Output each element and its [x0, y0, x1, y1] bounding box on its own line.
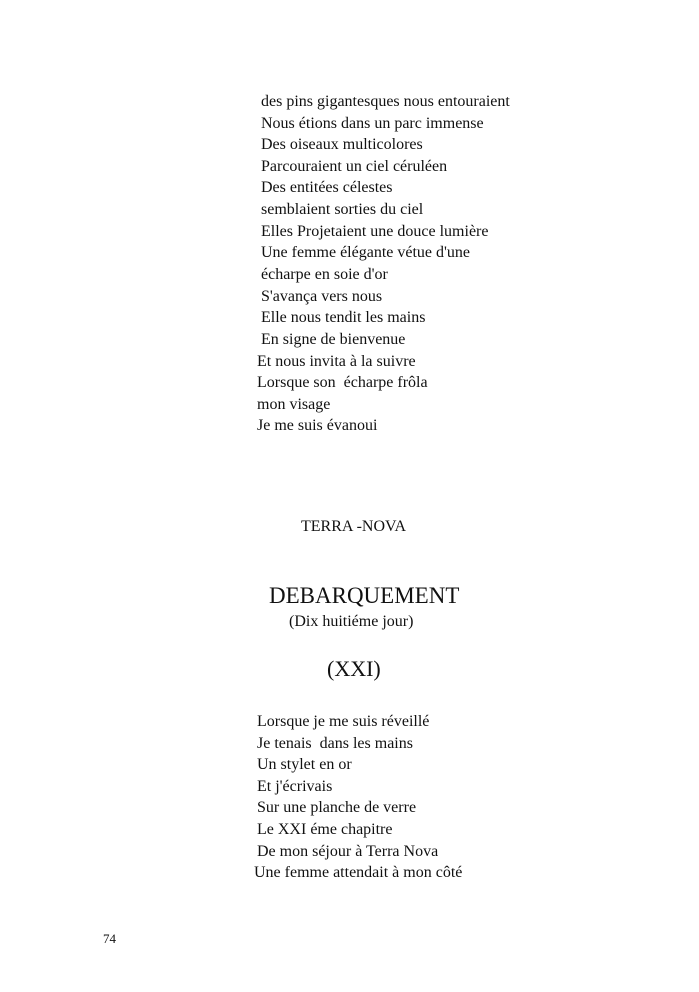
- poem-line: Sur une planche de verre: [257, 799, 417, 816]
- section-subtitle: (Dix huitiéme jour): [289, 613, 414, 630]
- poem-line: De mon séjour à Terra Nova: [257, 843, 439, 860]
- chapter-number: (XXI): [327, 656, 381, 681]
- poem-line: Et nous invita à la suivre: [257, 353, 416, 370]
- poem-line: Une femme attendait à mon côté: [254, 864, 463, 881]
- poem-line: Lorsque son écharpe frôla: [257, 374, 428, 391]
- poem-line: Je me suis évanoui: [257, 417, 378, 434]
- page-number: 74: [103, 931, 116, 946]
- poem-line: Un stylet en or: [257, 756, 352, 773]
- poem-line: des pins gigantesques nous entouraient: [261, 93, 510, 110]
- poem-line: Et j'écrivais: [257, 778, 333, 795]
- poem-line: Des oiseaux multicolores: [261, 136, 423, 153]
- poem-line: mon visage: [257, 396, 331, 413]
- poem-line: Elles Projetaient une douce lumière: [261, 223, 489, 240]
- poem-line: En signe de bienvenue: [261, 331, 406, 348]
- section-title: DEBARQUEMENT: [269, 583, 460, 608]
- poem-line: Des entitées célestes: [261, 179, 393, 196]
- poem-line: Le XXI éme chapitre: [257, 821, 393, 838]
- poem-line: S'avança vers nous: [261, 288, 383, 305]
- poem-line: Une femme élégante vétue d'une: [261, 244, 471, 261]
- place-heading: TERRA -NOVA: [301, 518, 407, 535]
- poem-line: Je tenais dans les mains: [257, 735, 413, 752]
- poem-line: Parcouraient un ciel céruléen: [261, 158, 448, 175]
- poem-line: écharpe en soie d'or: [261, 266, 388, 283]
- poem-line: semblaient sorties du ciel: [261, 201, 424, 218]
- poem-line: Nous étions dans un parc immense: [261, 115, 484, 132]
- poem-line: Elle nous tendit les mains: [261, 309, 426, 326]
- poem-line: Lorsque je me suis réveillé: [257, 713, 430, 730]
